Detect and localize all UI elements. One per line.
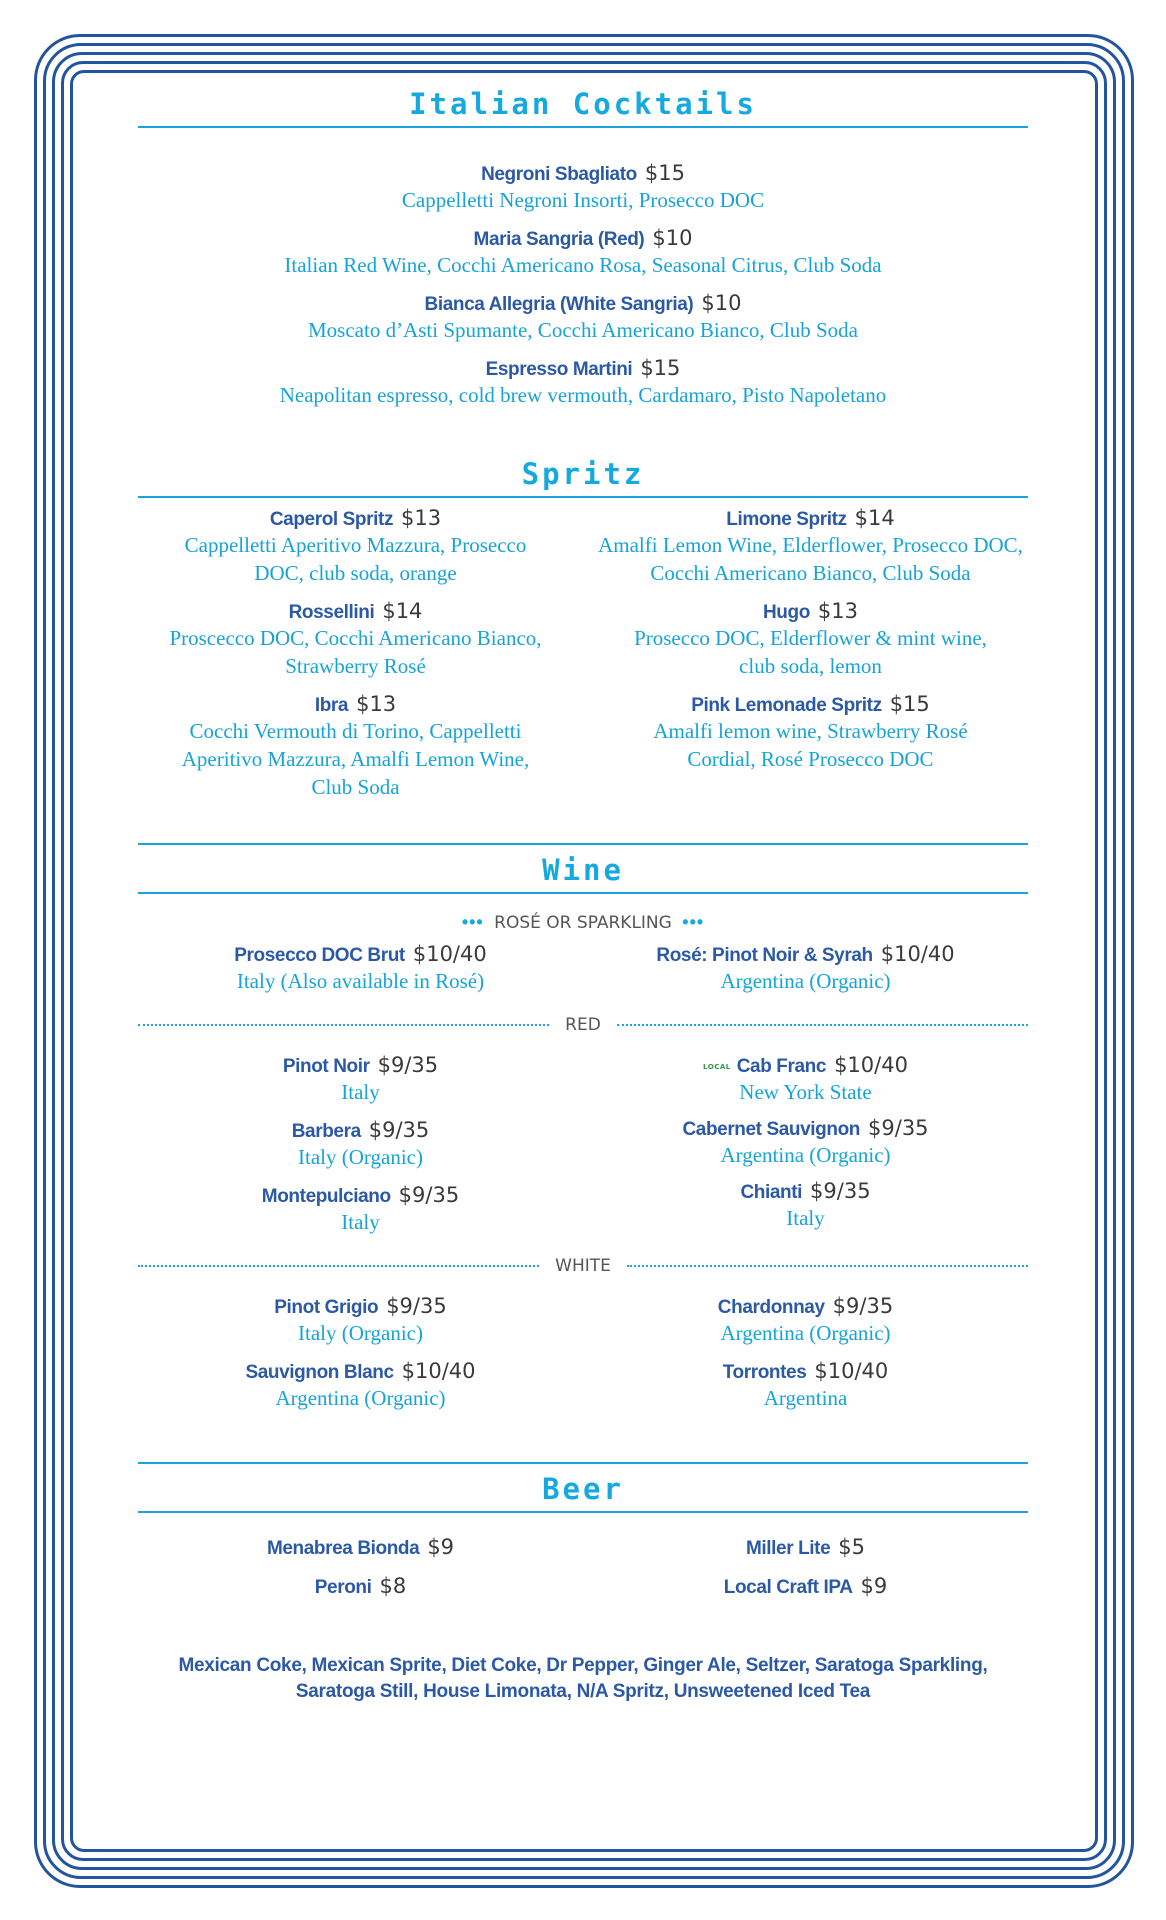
soft-drinks: Mexican Coke, Mexican Sprite, Diet Coke, Dr Pepper, Ginger Ale, Seltzer, Saratoga Sparkling, Saratoga Still, House Limonata, N/A Spritz, Unsweetened Iced Tea <box>178 1655 988 1702</box>
menu-item: Rosé: Pinot Noir & Syrah $10/40 Argentina (Organic) <box>656 941 955 993</box>
menu-item: Menabrea Bionda $9 <box>266 1534 455 1559</box>
dots-icon: ••• <box>682 911 705 932</box>
menu-item: Chianti $9/35 Italy <box>740 1178 871 1230</box>
menu-item: Cabernet Sauvignon $9/35 Argentina (Organic) <box>682 1115 929 1167</box>
section-rule <box>138 496 1028 498</box>
dotted-divider <box>627 1265 1028 1267</box>
local-badge: LOCAL <box>703 1062 731 1071</box>
section-title-cocktails: Italian Cocktails <box>409 87 757 121</box>
section-rule <box>138 1462 1028 1464</box>
menu-item: Ibra $13 Cocchi Vermouth di Torino, Cappelletti Aperitivo Mazzura, Amalfi Lemon Wine, Club Soda <box>181 692 530 799</box>
subheading-white: WHITE <box>138 1256 1028 1276</box>
menu-item: Peroni $8 <box>314 1573 407 1598</box>
menu-item: Pink Lemonade Spritz $15 Amalfi lemon wine, Strawberry Rosé Cordial, Rosé Prosecco DOC <box>653 692 968 771</box>
menu-item: Montepulciano $9/35 Italy <box>261 1182 460 1234</box>
menu-item: Limone Spritz $14 Amalfi Lemon Wine, Elderflower, Prosecco DOC, Cocchi Americano Bianco, Club Soda <box>598 506 1023 585</box>
menu-item: Espresso Martini $15 Neapolitan espresso, cold brew vermouth, Cardamaro, Pisto Napoletano <box>279 356 887 407</box>
subheading-red: RED <box>138 1015 1028 1035</box>
menu-item: Maria Sangria (Red) $10 Italian Red Wine, Cocchi Americano Rosa, Seasonal Citrus, Club Soda <box>284 226 882 277</box>
subheading-sparkling: ••• ROSÉ OR SPARKLING ••• <box>461 911 705 933</box>
menu-item: Local Craft IPA $9 <box>723 1573 888 1598</box>
menu-item: Hugo $13 Prosecco DOC, Elderflower & mint wine, club soda, lemon <box>634 599 987 678</box>
dots-icon: ••• <box>461 911 484 932</box>
dotted-divider <box>138 1265 539 1267</box>
menu-item: Rossellini $14 Proscecco DOC, Cocchi Americano Bianco, Strawberry Rosé <box>169 599 542 678</box>
section-rule <box>138 843 1028 845</box>
beer-section <box>138 1462 1028 1599</box>
menu-item: LOCAL Cab Franc $10/40 New York State <box>703 1052 908 1104</box>
menu-item: Pinot Grigio $9/35 Italy (Organic) <box>274 1293 447 1345</box>
menu-item: Miller Lite $5 <box>745 1534 866 1559</box>
section-rule <box>138 1511 1028 1513</box>
dotted-divider <box>617 1024 1028 1026</box>
section-title-beer: Beer <box>542 1472 624 1506</box>
menu-item: Caperol Spritz $13 Cappelletti Aperitivo Mazzura, Prosecco DOC, club soda, orange <box>184 506 527 585</box>
menu-item: Torrontes $10/40 Argentina <box>722 1358 889 1410</box>
section-rule <box>138 126 1028 128</box>
menu-item: Prosecco DOC Brut $10/40 Italy (Also available in Rosé) <box>234 941 487 993</box>
menu-item: Chardonnay $9/35 Argentina (Organic) <box>717 1293 894 1345</box>
wine-section <box>138 843 1028 1412</box>
section-title-wine: Wine <box>542 852 624 887</box>
menu-item: Sauvignon Blanc $10/40 Argentina (Organic) <box>245 1358 476 1410</box>
menu-item: Negroni Sbagliato $15 Cappelletti Negroni Insorti, Prosecco DOC <box>401 161 765 212</box>
menu-item: Pinot Noir $9/35 Italy <box>282 1052 439 1104</box>
menu-item: Bianca Allegria (White Sangria) $10 Moscato d’Asti Spumante, Cocchi Americano Bianco, Club Soda <box>308 291 858 342</box>
section-rule <box>138 892 1028 894</box>
menu-item: Barbera $9/35 Italy (Organic) <box>291 1117 430 1169</box>
spritz-section <box>138 457 1028 801</box>
cocktails-section <box>138 87 1028 409</box>
section-title-spritz: Spritz <box>521 457 645 491</box>
dotted-divider <box>138 1024 549 1026</box>
